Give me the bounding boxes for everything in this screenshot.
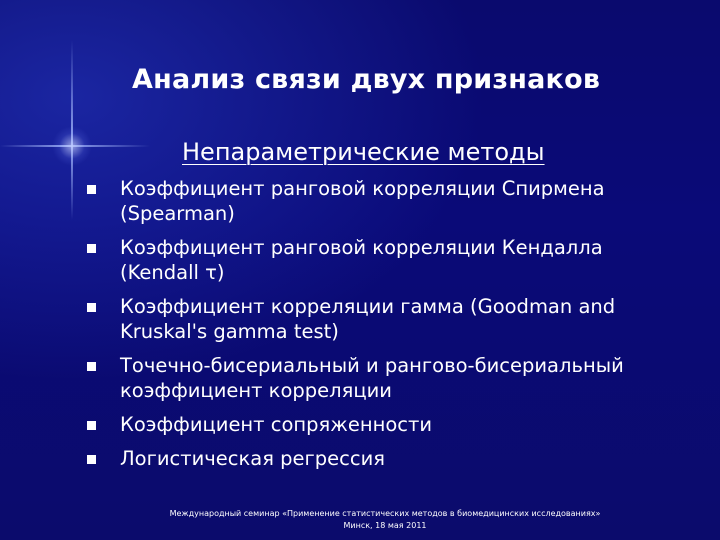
list-item: [82, 235, 682, 285]
bullet-text: Коэффициент ранговой корреляции Кендалла (Kendall τ): [120, 236, 603, 284]
list-item: [82, 353, 682, 403]
bullet-text: Точечно-бисериальный и рангово-бисериальный коэффициент корреляции: [120, 354, 624, 402]
square-bullet-icon: [87, 244, 96, 253]
bullet-text: Логистическая регрессия: [120, 447, 386, 470]
square-bullet-icon: [87, 303, 96, 312]
bullet-text: Коэффициент корреляции гамма (Goodman and Kruskal's gamma test): [120, 295, 616, 343]
bullet-text: Коэффициент ранговой корреляции Спирмена (Spearman): [120, 177, 605, 225]
slide-subtitle: Непараметрические методы: [182, 138, 545, 166]
list-item: [82, 412, 682, 437]
list-item: [82, 176, 682, 226]
square-bullet-icon: [87, 185, 96, 194]
slide-footer: [110, 508, 660, 532]
bullet-text: Коэффициент сопряженности: [120, 413, 432, 436]
square-bullet-icon: [87, 421, 96, 430]
slide-title: Анализ связи двух признаков: [132, 64, 601, 95]
star-glow: [52, 126, 92, 166]
footer-event: Международный семинар «Применение статистических методов в биомедицинских исследованиях»: [169, 509, 601, 518]
square-bullet-icon: [87, 362, 96, 371]
list-item: [82, 294, 682, 344]
footer-place-date: Минск, 18 мая 2011: [343, 521, 427, 530]
square-bullet-icon: [87, 455, 96, 464]
bullet-list: [82, 176, 682, 480]
list-item: [82, 446, 682, 471]
